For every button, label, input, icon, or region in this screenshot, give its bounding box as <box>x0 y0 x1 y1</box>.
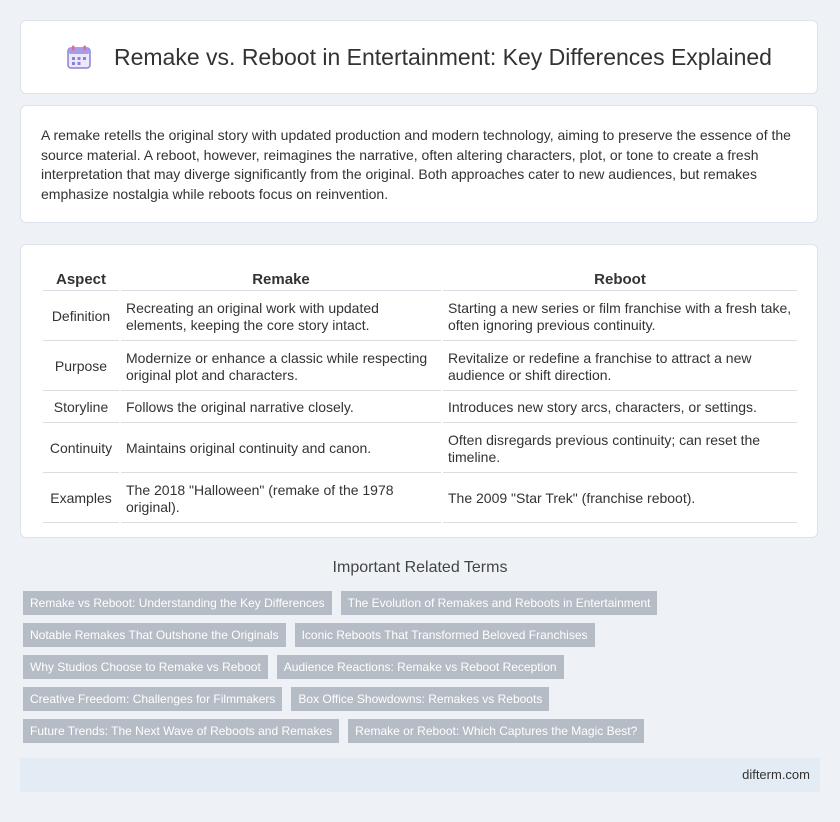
cell-remake: The 2018 "Halloween" (remake of the 1978 original). <box>121 475 441 523</box>
tag-row <box>23 623 823 647</box>
related-term-link[interactable]: Box Office Showdowns: Remakes vs Reboots <box>291 687 549 711</box>
cell-aspect: Storyline <box>43 393 119 423</box>
header-reboot: Reboot <box>443 269 797 291</box>
intro-paragraph: A remake retells the original story with updated production and modern technology, aiming to preserve the essence of the source material. A reboot, however, reimagines the narrative, often altering characters, plot, or tone to create a fresh interpretation that may diverge significantly from the original. Both approaches cater to new audiences, but remakes emphasize nostalgia while reboots focus on reinvention. <box>41 127 791 202</box>
related-term-link[interactable]: Creative Freedom: Challenges for Filmmakers <box>23 687 282 711</box>
cell-reboot: Introduces new story arcs, characters, or settings. <box>443 393 797 423</box>
related-terms-heading: Important Related Terms <box>332 559 508 576</box>
related-term-link[interactable]: Remake vs Reboot: Understanding the Key Differences <box>23 591 332 615</box>
footer <box>20 758 820 792</box>
cell-aspect: Continuity <box>43 425 119 473</box>
title-card <box>20 20 818 94</box>
related-terms-list <box>23 591 823 751</box>
related-term-link[interactable]: The Evolution of Remakes and Reboots in Entertainment <box>341 591 658 615</box>
tag-row <box>23 591 823 615</box>
cell-aspect: Examples <box>43 475 119 523</box>
cell-remake: Modernize or enhance a classic while respecting original plot and characters. <box>121 343 441 391</box>
intro-card <box>20 105 818 223</box>
comparison-table <box>41 267 799 525</box>
comparison-card <box>20 244 818 538</box>
table-row <box>43 475 797 523</box>
table-header-row <box>43 269 797 291</box>
related-term-link[interactable]: Future Trends: The Next Wave of Reboots and Remakes <box>23 719 339 743</box>
related-term-link[interactable]: Iconic Reboots That Transformed Beloved Franchises <box>295 623 595 647</box>
table-row <box>43 293 797 341</box>
tag-row <box>23 655 823 679</box>
cell-remake: Maintains original continuity and canon. <box>121 425 441 473</box>
table-row <box>43 425 797 473</box>
cell-remake: Recreating an original work with updated elements, keeping the core story intact. <box>121 293 441 341</box>
cell-aspect: Purpose <box>43 343 119 391</box>
cell-reboot: Starting a new series or film franchise with a fresh take, often ignoring previous continuity. <box>443 293 797 341</box>
cell-reboot: Often disregards previous continuity; can reset the timeline. <box>443 425 797 473</box>
calendar-icon <box>66 44 92 70</box>
related-term-link[interactable]: Notable Remakes That Outshone the Originals <box>23 623 286 647</box>
cell-aspect: Definition <box>43 293 119 341</box>
cell-reboot: The 2009 "Star Trek" (franchise reboot). <box>443 475 797 523</box>
related-term-link[interactable]: Remake or Reboot: Which Captures the Magic Best? <box>348 719 644 743</box>
cell-remake: Follows the original narrative closely. <box>121 393 441 423</box>
page-title: Remake vs. Reboot in Entertainment: Key Differences Explained <box>114 43 772 70</box>
site-link[interactable]: difterm.com <box>742 767 810 782</box>
tag-row <box>23 719 823 743</box>
header-aspect: Aspect <box>43 269 119 291</box>
header-remake: Remake <box>121 269 441 291</box>
tag-row <box>23 687 823 711</box>
table-row <box>43 343 797 391</box>
table-row <box>43 393 797 423</box>
related-term-link[interactable]: Audience Reactions: Remake vs Reboot Reception <box>277 655 564 679</box>
cell-reboot: Revitalize or redefine a franchise to attract a new audience or shift direction. <box>443 343 797 391</box>
related-term-link[interactable]: Why Studios Choose to Remake vs Reboot <box>23 655 268 679</box>
